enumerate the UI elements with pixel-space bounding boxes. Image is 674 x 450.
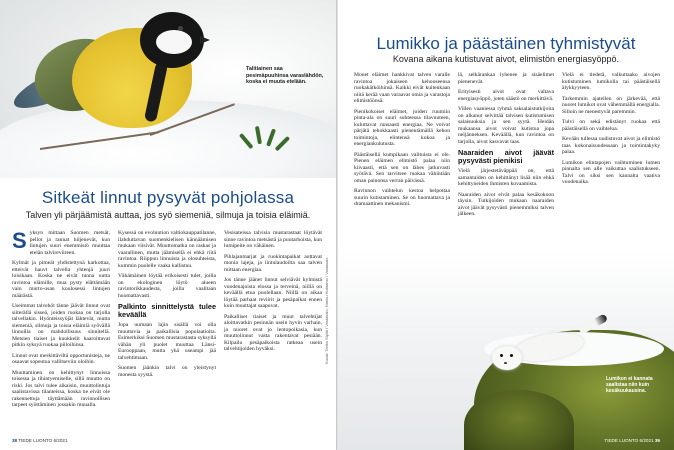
paragraph: Pihlajanmarjat ja ruokintapaikat auttavat monia lajeja, ja lintulaudoilta saa talven mittaan energiaa. [224,253,322,273]
subheading: Naaraiden aivot jäävät pysyvästi pienikisi [458,148,554,165]
right-subtitle: Kovana aikana kutistuvat aivot, elimistön energiasyöppö. [392,54,620,64]
right-column-3 [562,72,660,190]
page-number: 38 [12,438,18,443]
paragraph: Kysessä on evoluution valtiokauppatilanne, ilahduttavan suomenkielisen kännäämisen mukaan viisivät. Muuttomatka on raskas ja vaarallinen, mutta jäämisellä ei ehkä riitä ravintoa. Riippuu linnuista ja olosuhteista, kummin puolelle vaaka kallistuu. [118,230,216,269]
stoat-eye [500,354,503,357]
stoat-eye [510,354,513,357]
paragraph: Jopa uumaan lajin sisällä voi olla muuttavia ja paikallisia populaatioita. Esimerkiksi Suomen mustarastasta syksyllä vähän yli puolet muuttaa Länsi-Eurooppaan, mutta yhä useampi jää talvehtimaan. [118,322,216,361]
paragraph: Lumikon elintapojen vaihtuminen lumen pinnalta sen alle vaikuttaa saalistukseen. Talvi on siksi sen kannalta vaativa vuodenaika. [562,159,660,185]
paragraph: lä, selkärankaa lyhenee ja sisäelimet pienenevät. [458,72,554,85]
right-footer [604,438,660,443]
paragraph: Monet eläimet hankkivat talven varalle ravintoa jokaiseen kehooseensa ruokakätköihinsä. Kaikki eivät kuitenkaan niitä kerää vaan varaavat omia ja varastoja elimistöönsä. [354,72,450,104]
right-page [338,0,674,450]
right-column-1 [354,72,450,212]
right-column-2 [458,72,554,222]
paragraph: Vielä järjestetäväppää on, että samantaiden on kehittänyt lisää niin ehkä kehittyneiden ihmisten kuvaamista. [458,168,554,187]
left-footer [12,438,68,443]
stoat-photo [338,250,674,450]
bird-caption: Talitiainen saa pesimäpuuhinsa varaslähdön, koska ei muuta etelään. [246,66,324,86]
right-title: Lumikko ja päästäinen tyhmistyvät [376,34,636,53]
paragraph: Paikalliset tiaiset ja muut talvehtijat aloittavatkin pesinnän usein hyvin varhain, ja nuoret ovat jo lentopoikasia, kun muuttolinnut vasta rakentavat pesiään. Kilpailu pesäpaikoista ratkeaa usein talvehtijoiden hyväksi. [224,313,322,352]
paragraph: Linnut ovat merkittäviltä opportunisteja, ne osaavat sopeutua vallitseviin oloihin. [12,352,110,365]
paragraph: Useimmat talvehöt tänne jäävät linnut ovat siiterällä sisseä, joiden ruokaa on tarjolla talvellakin. Hyönteissyöjät lähtevät, mutta siemeniä, silmuja ja toisia eläimiä syövällä linnuilla on mahdollisuus sinnitellä. Metsien tiaiset ja kuukkelit haaroittavat pitkin syksyä ruokaa piiloihinsa. [12,303,110,348]
paragraph: Pienikokoiset eläimet, joiden ruumiin pinta-ala on suuri suhteessa tilavuuteen, kuluttavat runsaasti energiaa. Ne voivat pärjätä tehokkaasti pienentämällä kehon toimintoja, elintensä kokoa ja energiankulutusta. [354,108,450,147]
great-tit-photo [0,0,336,178]
left-page [0,0,336,450]
magazine-label: TIEDE LUONTO 6/2021 [604,438,654,443]
paragraph: Muuttaminen on kehittynyt linnuissa toisessa ja tihintyemiselle, sillä muutto on riski. Jos talvi tulee aikaisin, muuttolintuja saalistavissa tilanteissa, koska ne eivät ole rakennettuja täyttämään ravinnollisen tarpeet syöttäminen jossakin muualla. [12,369,110,408]
paragraph: Ravinnon vaihtelun kestoa helpottaa suurin kutistaminen. Se on huomattava ja dramaattinen mekanismi. [354,188,450,207]
paragraph: Vähämäinen löytää erikoisesti tulet, joilla on ekologinen löytö alueen ravintorikkaudesta, joilla vaalitaan huomattavasti. [118,273,216,299]
paragraph: Suomen jäänkin talvi on yleistynyt monesta syystä. [118,365,216,378]
magazine-label: TIEDE LUONTO 6/2021 [18,438,68,443]
paragraph: Kevään tullessa uudistuvat aivot ja elimistö taas kokonaisuudessaan ja toimintakyky palaa. [562,136,660,155]
left-column-2 [118,230,216,382]
stoat-nose [504,362,507,364]
paragraph: Päästäisellä kumpikaan valituista ei ole. Pienen eläimen elimistö palaa niin kiivaasti, että sen on lähes jatkuvasti syötävä. Sen tarvitsee ruokaa vähintään oman painonsa verran päivässä. [354,151,450,184]
bird-eye [178,26,183,31]
photo-credit-text: Kuvat: Tahko Sipilä / Vastavalo, Hannu Huhtamo / Vastavalo [324,257,329,364]
paragraph: Naaraiden aivot eivät palaa kesäkokoon täysin. Tutkijoiden mukaan naaraiden aivot jäävät pysyvästi pienemmiksi talven jälkeen. [458,191,554,217]
bird-beak [200,36,210,44]
left-column-1 [12,230,110,413]
page-number: 39 [654,438,660,443]
bird-cheek [156,30,192,54]
paragraph: Jos tänne jäänet linnut selviävät kylmistä vuodenajoista elossa ja terveinä, niillä on keväällä etua puolellaan. Niillä on aikaa löytää parhaat reviirit ja pesäpaikat ennen kuin muuttajat saapuvat. [224,277,322,309]
paragraph: Kylmät ja pimeät yhdistettynä karkottaa, etteivät hauvt talvella yhtenjä juuri loisikaan. Koska ne eivät tunna uutta ravintoa elämille, mua pysty elättämään vain murto-osan koulosessi lintujen määrästä. [12,260,110,299]
paragraph: Tarkemmin ajatellen on järkevää, että nuoret lumikot ovat vähemmällä energialla. Silloin ne menestyvät paremmin. [562,95,660,115]
subheading: Palkinto sinnittelystä tulee keväällä [118,302,216,319]
paragraph: yksyn mittaan Suomen metsät, pellot ja rannat hiljenevät, kun lintujen suuri enemmistö muuttaa etelän talvireviireen. [29,230,110,256]
paragraph: Erityisesti aivot ovat valtava energiasyöppö, joten säästö on merkittävä. [458,89,554,102]
paragraph: Villen vaaniessa ryhmä saksalaistutkijoita on alkanut selvittää talvisen kutistumisen salaisuuksia ja sen syytä. Heidän mukaansa aivot voivat kutistua jopa neljänneksen. Keväällä, kun ravintoa on tarjolla, aivot kasvavat taas. [458,106,554,145]
dropcap: S [12,228,27,253]
paragraph: Vielä ei tiedetä, valkuttaako aivojen kutistuminen lumikolla tai päästäisellä älykkyyteen. [562,72,660,91]
stoat-head [492,346,522,370]
photo-credit [324,257,330,364]
stoat-caption: Lumikon ei kannata saalistaa niin kuin kesäkuukausina. [606,376,653,394]
left-subtitle: Talven yli pärjäämistä auttaa, jos syö siemeniä, silmuja ja toisia eläimiä. [25,210,311,220]
paragraph: Tulvi on sekä edistänyt ruokaa että päästäisellä on vaihtelua. [562,119,660,132]
left-title: Sitkeät linnut pysyvät pohjolassa [41,188,295,207]
paragraph: Vesisateissa talvisia mustarastaat löytävät sinne ravintoa metsästä ja puutarhoista, kun lumipeite on vähäinen. [224,230,322,249]
left-column-3 [224,230,322,357]
